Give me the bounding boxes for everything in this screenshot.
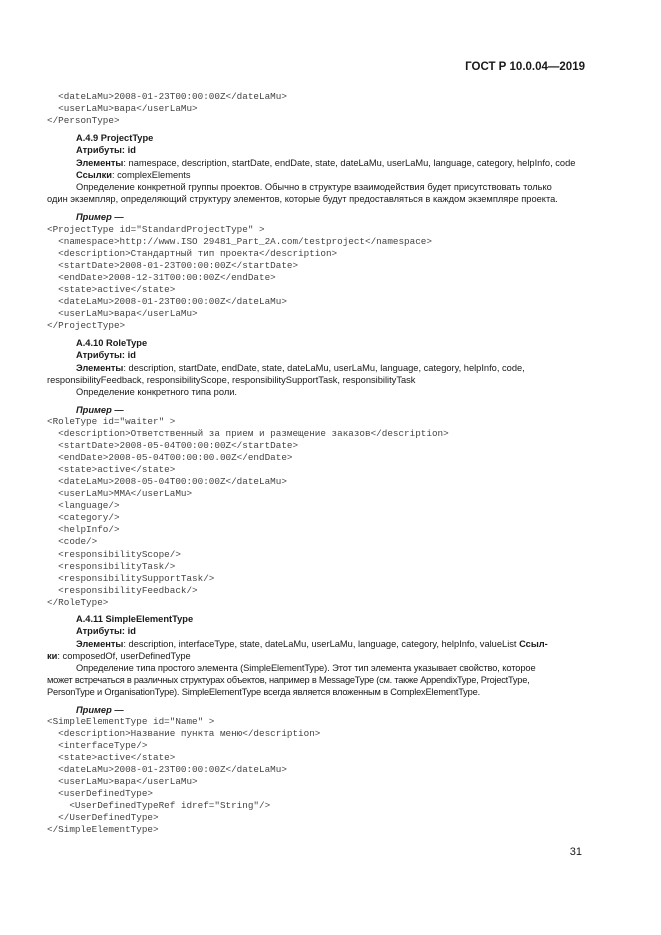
description-line: один экземпляр, определяющий структуру элементов, которые будут предоставляться в каждом экземпляре проекта. <box>47 194 558 204</box>
section-heading-a410: А.4.10 RoleType <box>76 338 148 348</box>
code-line: </UserDefinedType> <box>47 812 159 824</box>
code-line: <dateLaMu>2008-01-23T00:00:00Z</dateLaMu> <box>47 296 287 308</box>
elements-label: Элементы <box>76 363 124 373</box>
elements-label: Элементы <box>76 639 124 649</box>
code-line: <SimpleElementType id="Name" > <box>47 716 215 727</box>
code-line: <responsibilityTask/> <box>47 560 176 572</box>
code-line: <code/> <box>47 536 98 548</box>
code-line: <dateLaMu>2008-01-23T00:00:00Z</dateLaMu> <box>47 764 287 776</box>
code-line: <category/> <box>47 512 120 524</box>
code-line: <userLaMu>вapa</userLaMu> <box>47 103 198 115</box>
code-line: <language/> <box>47 500 120 512</box>
code-line: <state>active</state> <box>47 284 176 296</box>
references-line <box>47 650 191 662</box>
code-line: <startDate>2008-01-23T00:00:00Z</startDate> <box>47 260 299 272</box>
description-line: PersonType и OrganisationType). SimpleElementType всегда является вложенным в ComplexElementType. <box>47 687 480 697</box>
code-line: <endDate>2008-05-04T00:00:00.00Z</endDate> <box>47 452 293 464</box>
code-line: </ProjectType> <box>47 320 126 332</box>
section-heading-a49: А.4.9 ProjectType <box>76 133 154 143</box>
code-line: <description>Название пункта меню</description> <box>47 728 321 740</box>
code-line: <state>active</state> <box>47 464 176 476</box>
description-line: Определение конкретной группы проектов. Обычно в структуре взаимодействия будет присутствовать только <box>76 182 552 192</box>
code-line: <responsibilityFeedback/> <box>47 584 198 596</box>
section-heading-a411: А.4.11 SimpleElementType <box>76 614 194 624</box>
code-line: <endDate>2008-12-31T00:00:00Z</endDate> <box>47 272 276 284</box>
code-line: <userLaMu>вapa</userLaMu> <box>47 308 198 320</box>
code-line: <interfaceType/> <box>47 740 148 752</box>
code-line: <dateLaMu>2008-05-04T00:00:00Z</dateLaMu> <box>47 476 287 488</box>
references-label: Ссыл- <box>519 639 548 649</box>
code-line: <responsibilitySupportTask/> <box>47 572 215 584</box>
references-text: : composedOf, userDefinedType <box>57 651 191 661</box>
code-line: <description>Стандартный тип проекта</description> <box>47 248 338 260</box>
references-label-end: ки <box>47 651 58 661</box>
code-line: </SimpleElementType> <box>47 824 159 836</box>
page-number: 31 <box>569 846 582 858</box>
code-line: <ProjectType id="StandardProjectType" > <box>47 224 265 235</box>
description-line: Определение типа простого элемента (SimpleElementType). Этот тип элемента указывает свойство, которое <box>76 663 536 673</box>
elements-text: : description, interfaceType, state, dateLaMu, userLaMu, language, category, helpInfo, valueList <box>123 639 520 649</box>
description-line: может встречаться в различных структурах объектов, например в MessageType (см. также AppendixType, ProjectType, <box>47 675 530 685</box>
code-line: </RoleType> <box>47 596 109 608</box>
elements-line <box>76 638 548 650</box>
elements-text: : namespace, description, startDate, endDate, state, dateLaMu, userLaMu, language, category, helpInfo, code <box>123 158 576 168</box>
elements-line-continued: responsibilityFeedback, responsibilityScope, responsibilitySupportTask, responsibilityTask <box>47 375 416 385</box>
references-line <box>76 169 191 181</box>
description-line: Определение конкретного типа роли. <box>76 387 238 397</box>
code-line: <state>active</state> <box>47 752 176 764</box>
elements-label: Элементы <box>76 158 124 168</box>
elements-line <box>76 362 525 374</box>
code-line: </PersonType> <box>47 115 120 127</box>
references-label: Ссылки <box>76 170 112 180</box>
code-block-simple-element-type <box>47 716 320 836</box>
example-label: Пример — <box>76 405 124 415</box>
code-line: <responsibilityScope/> <box>47 548 181 560</box>
code-line: <description>Ответственный за прием и размещение заказов</description> <box>47 428 449 440</box>
example-label: Пример — <box>76 705 124 715</box>
elements-text: : description, startDate, endDate, state, dateLaMu, userLaMu, language, category, helpInfo, code, <box>123 363 525 373</box>
attributes-line: Атрибуты: id <box>76 626 136 636</box>
example-label: Пример — <box>76 212 124 222</box>
code-line: <namespace>http://www.ISO 29481_Part_2A.com/testproject</namespace> <box>47 236 432 248</box>
attributes-line: Атрибуты: id <box>76 145 136 155</box>
document-code-header: ГОСТ Р 10.0.04—2019 <box>465 61 585 73</box>
attributes-line: Атрибуты: id <box>76 350 136 360</box>
references-text: : complexElements <box>111 170 191 180</box>
code-line: <userLaMu>вapa</userLaMu> <box>47 776 198 788</box>
code-block-project-type <box>47 224 432 332</box>
code-line: <userDefinedType> <box>47 788 154 800</box>
code-line: <RoleType id="waiter" > <box>47 416 176 427</box>
code-line: <dateLaMu>2008-01-23T00:00:00Z</dateLaMu> <box>47 91 287 102</box>
code-block-role-type <box>47 416 449 609</box>
code-line: <UserDefinedTypeRef idref="String"/> <box>47 800 271 812</box>
code-line: <userLaMu>MMA</userLaMu> <box>47 488 193 500</box>
code-block-person-type-end <box>47 91 287 127</box>
code-line: <startDate>2008-05-04T00:00:00Z</startDate> <box>47 440 299 452</box>
code-line: <helpInfo/> <box>47 524 120 536</box>
elements-line <box>76 157 575 169</box>
